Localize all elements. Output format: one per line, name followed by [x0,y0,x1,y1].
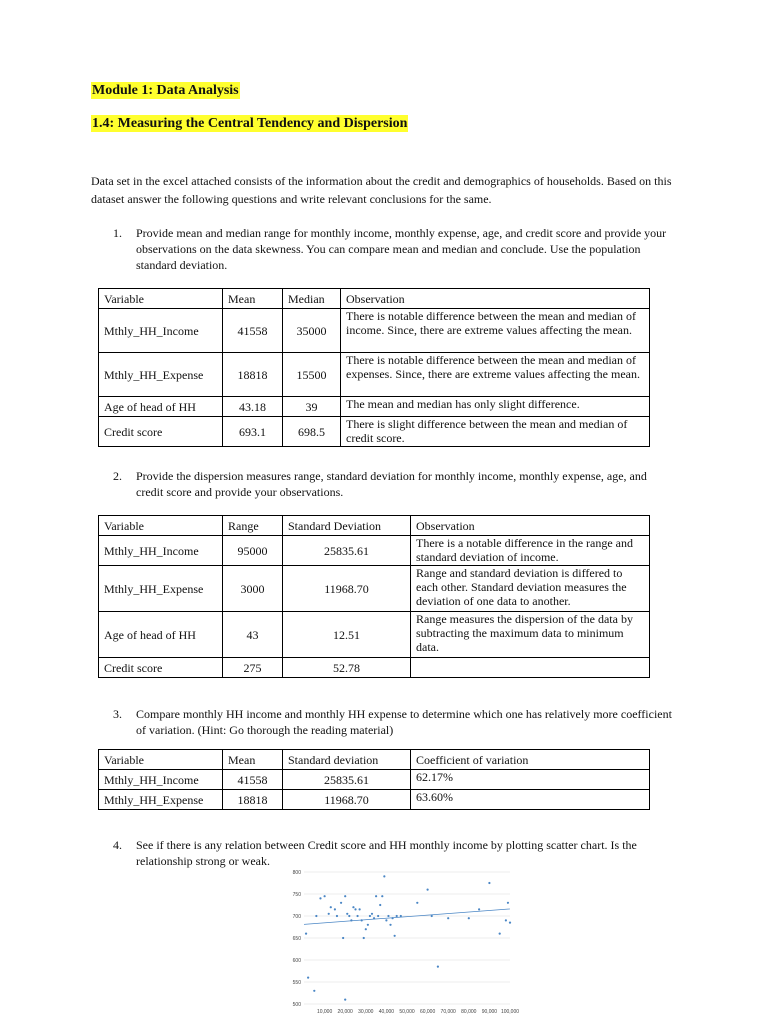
table-row [99,612,650,658]
table-cell: The mean and median has only slight difference. [341,397,650,417]
coefficient-table [98,749,650,810]
x-tick-label: 50,000 [399,1009,415,1015]
data-point [488,882,490,884]
data-point [394,935,396,937]
data-point [369,915,371,917]
question-text: Provide mean and median range for monthly income, monthly expense, age, and credit score and provide your observations on the data skewness. You can compare mean and median and conclude. Use the population standard deviation. [136,226,667,272]
table-row [99,658,650,678]
table-row [99,536,650,566]
data-point [342,937,344,939]
table-row [99,353,650,397]
table-cell: There is notable difference between the mean and median of income. Since, there are extreme values affecting the mean. [341,309,650,353]
data-point [315,915,317,917]
data-point [437,966,439,968]
table-header: Coefficient of variation [411,750,650,770]
table-cell: Mthly_HH_Expense [99,790,223,810]
table-cell: There is a notable difference in the range and standard deviation of income. [411,536,650,566]
table-cell: 25835.61 [283,770,411,790]
table-cell: 25835.61 [283,536,411,566]
data-point [396,915,398,917]
data-point [427,889,429,891]
table-header: Variable [99,289,223,309]
table-cell [411,658,650,678]
table-cell: 95000 [223,536,283,566]
table-header: Standard deviation [283,750,411,770]
table-row [99,790,650,810]
data-point [328,913,330,915]
scatter-chart [286,866,522,1022]
data-point [431,915,433,917]
x-tick-label: 60,000 [419,1009,436,1015]
table-header: Mean [223,750,283,770]
data-point [354,908,356,910]
table-cell: There is notable difference between the mean and median of expenses. Since, there are extreme values affecting the mean. [341,353,650,397]
table-cell: 275 [223,658,283,678]
table-cell: Range measures the dispersion of the data by subtracting the maximum data to minimum data. [411,612,650,658]
table-cell: 15500 [283,353,341,397]
data-point [340,902,342,904]
x-tick-label: 10,000 [316,1009,333,1015]
table-cell: Age of head of HH [99,612,223,658]
table-cell: 39 [283,397,341,417]
table-cell: Mthly_HH_Income [99,770,223,790]
data-point [383,875,385,877]
y-tick-label: 750 [292,892,301,898]
table-header: Variable [99,750,223,770]
data-point [356,915,358,917]
data-point [307,977,309,979]
table-cell: Mthly_HH_Income [99,309,223,353]
table-cell: 63.60% [411,790,650,810]
table-row [99,566,650,612]
section-title: 1.4: Measuring the Central Tendency and Dispersion [92,116,408,131]
data-point [367,924,369,926]
data-point [313,990,315,992]
table-cell: 41558 [223,770,283,790]
data-point [371,913,373,915]
table-header: Mean [223,289,283,309]
data-point [365,928,367,930]
question-number: 4. [113,838,122,852]
table-cell: 35000 [283,309,341,353]
x-tick-label: 30,000 [358,1009,374,1015]
question-number: 2. [113,469,122,483]
data-point [416,902,418,904]
question-text: Provide the dispersion measures range, standard deviation for monthly income, monthly expense, age, and credit score and provide your observations. [136,469,647,499]
x-tick-label: 100,000 [500,1009,520,1015]
x-tick-label: 80,000 [461,1009,477,1015]
table-cell: 43.18 [223,397,283,417]
data-point [348,915,350,917]
x-tick-label: 90,000 [481,1009,498,1015]
table-cell: 62.17% [411,770,650,790]
data-point [330,906,332,908]
y-tick-label: 550 [292,980,301,986]
table-cell: Age of head of HH [99,397,223,417]
data-point [363,937,365,939]
table-header: Median [283,289,341,309]
data-point [344,895,346,897]
table-cell: 11968.70 [283,566,411,612]
mean-median-table [98,288,650,447]
table-header: Standard Deviation [283,516,411,536]
table-cell: Credit score [99,658,223,678]
y-tick-label: 600 [292,958,301,964]
table-cell: Credit score [99,417,223,447]
data-point [377,915,379,917]
table-row [99,417,650,447]
table-cell: Mthly_HH_Expense [99,353,223,397]
table-cell: 43 [223,612,283,658]
data-point [346,913,348,915]
table-cell: Mthly_HH_Income [99,536,223,566]
y-tick-label: 500 [292,1002,301,1008]
data-point [344,999,346,1001]
table-cell: 52.78 [283,658,411,678]
data-point [385,919,387,921]
table-cell: 693.1 [223,417,283,447]
trendline [304,909,510,924]
table-header: Observation [341,289,650,309]
data-point [375,895,377,897]
x-tick-label: 20,000 [337,1009,353,1015]
table-cell: 698.5 [283,417,341,447]
data-point [336,915,338,917]
table-cell: Range and standard deviation is differed to each other. Standard deviation measures the deviation of one data to another. [411,566,650,612]
data-point [387,915,389,917]
question-number: 1. [113,226,122,240]
table-row [99,309,650,353]
data-point [389,924,391,926]
question-number: 3. [113,707,122,721]
data-point [505,919,507,921]
y-tick-label: 800 [292,870,301,876]
data-point [324,895,326,897]
data-point [334,908,336,910]
data-point [305,933,307,935]
table-row [99,770,650,790]
y-tick-label: 650 [292,936,301,942]
data-point [447,917,449,919]
x-tick-label: 40,000 [378,1009,395,1015]
data-point [478,908,480,910]
data-point [352,906,354,908]
table-header: Variable [99,516,223,536]
table-cell: 3000 [223,566,283,612]
dispersion-table [98,515,650,678]
data-point [379,904,381,906]
table-cell: 11968.70 [283,790,411,810]
table-cell: 18818 [223,353,283,397]
table-cell: 41558 [223,309,283,353]
data-point [509,922,511,924]
data-point [507,902,509,904]
data-point [381,895,383,897]
data-point [468,917,470,919]
data-point [499,933,501,935]
table-header: Range [223,516,283,536]
table-header: Observation [411,516,650,536]
data-point [319,897,321,899]
data-point [359,908,361,910]
table-cell: 12.51 [283,612,411,658]
question-text: See if there is any relation between Credit score and HH monthly income by plotting scatter chart. Is the relationship strong or weak. [136,838,637,868]
module-title: Module 1: Data Analysis [92,83,239,98]
table-cell: There is slight difference between the mean and median of credit score. [341,417,650,447]
table-cell: Mthly_HH_Expense [99,566,223,612]
x-tick-label: 70,000 [440,1009,456,1015]
question-text: Compare monthly HH income and monthly HH expense to determine which one has relatively more coefficient of variation. (Hint: Go thorough the reading material) [136,707,672,737]
table-row [99,397,650,417]
y-tick-label: 700 [292,914,301,920]
table-cell: 18818 [223,790,283,810]
intro-paragraph: Data set in the excel attached consists of the information about the credit and demographics of households. Based on this dataset answer the following questions and write relevant conclusions for the same. [91,174,672,206]
